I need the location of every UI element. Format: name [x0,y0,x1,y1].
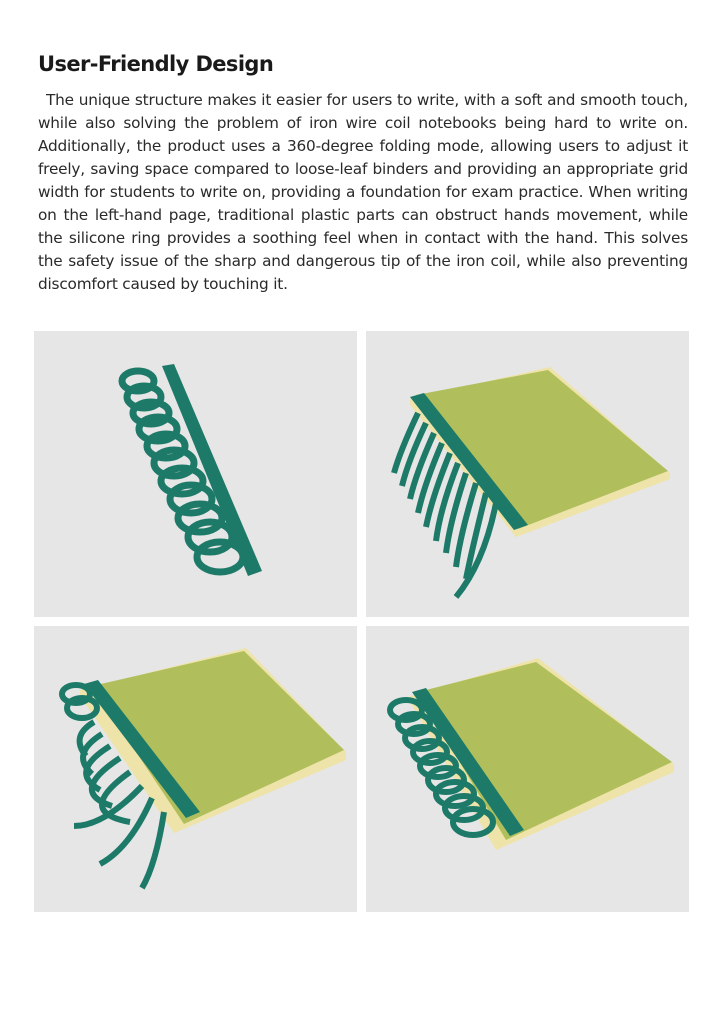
body-paragraph: The unique structure makes it easier for users to write, with a soft and smooth touch, while also solving the problem of iron wire coil notebooks being hard to write on. Additionally, the product uses a 360-degree folding mode, allowing users to adjust it freely, saving space compared to loose-leaf binders and providing an appropriate grid width for students to write on, providing a foundation for exam practice. When writing on the left-hand page, traditional plastic parts can obstruct hands movement, while the silicone ring provides a soothing feel when in contact with the hand. This solves the safety issue of the sharp and dangerous tip of the iron coil, while also preventing discomfort caused by touching it. [38,91,688,293]
image-notebook-coils-closed [366,626,689,912]
image-notebook-coils-open [366,331,689,617]
image-notebook-coils-closing [34,626,357,912]
image-coil-strip [34,331,357,617]
page-title: User-Friendly Design [38,52,274,76]
